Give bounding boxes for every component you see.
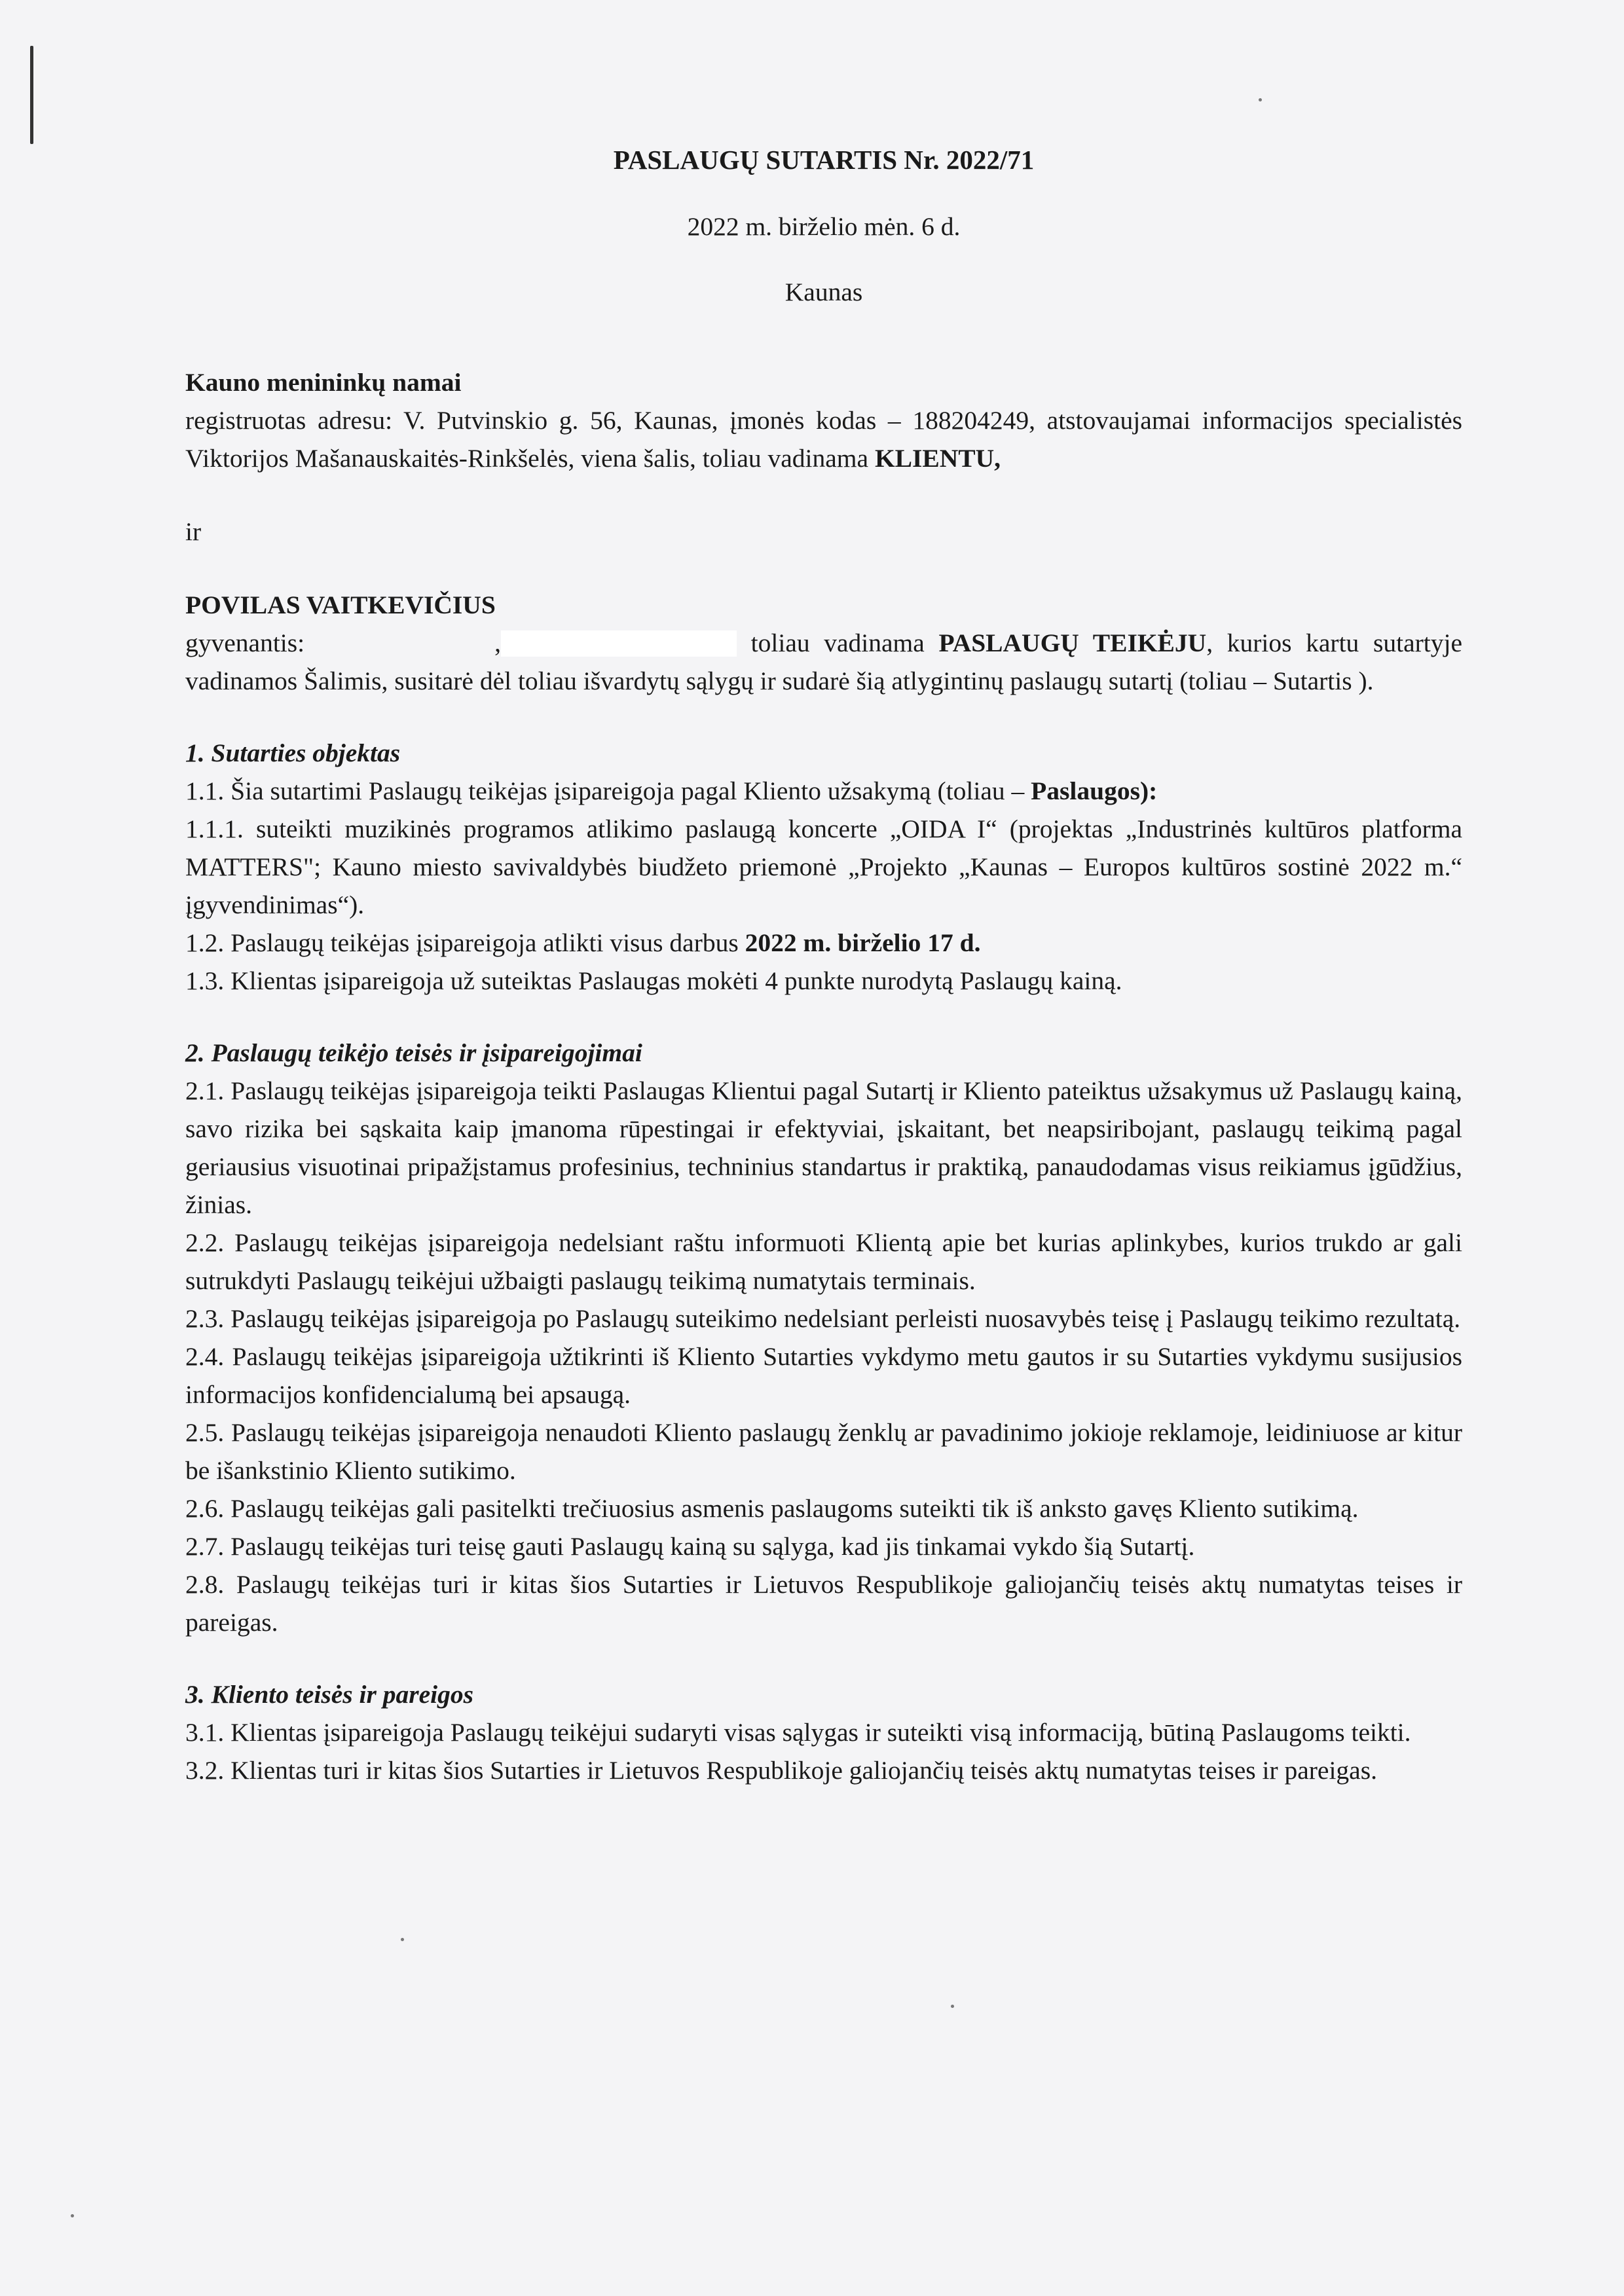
provider-role-label: PASLAUGŲ TEIKĖJU <box>938 629 1207 657</box>
clause-2-3: 2.3. Paslaugų teikėjas įsipareigoja po Paslaugų suteikimo nedelsiant perleisti nuosavybės teisę į Paslaugų teikimo rezultatą. <box>185 1304 1461 1333</box>
client-description-text: registruotas adresu: V. Putvinskio g. 56, Kaunas, įmonės kodas – 188204249, atstovaujamai informacijos specialistės Viktorijos Mašanauskaitės-Rinkšelės, viena šalis, toliau vadinama <box>185 406 1462 473</box>
clause-2-5: 2.5. Paslaugų teikėjas įsipareigoja nenaudoti Kliento paslaugų ženklų ar pavadinimo jokioje reklamoje, leidiniuose ar kitur be išankstinio Kliento sutikimo. <box>185 1418 1462 1485</box>
clause-2-2: 2.2. Paslaugų teikėjas įsipareigoja nedelsiant raštu informuoti Klientą apie bet kurias aplinkybes, kurios trukdo ar gali sutrukdyti Paslaugų teikėjui užbaigti paslaugų teikimą numatytais terminais. <box>185 1228 1462 1295</box>
client-role-label: KLIENTU, <box>874 444 1001 473</box>
document-body <box>185 141 1462 1789</box>
clause-3-2: 3.2. Klientas turi ir kitas šios Sutarties ir Lietuvos Respublikoje galiojančių teisės aktų numatytas teises ir pareigas. <box>185 1756 1377 1785</box>
provider-description <box>185 624 1462 700</box>
client-description <box>185 401 1462 477</box>
client-name: Kauno menininkų namai <box>185 368 462 397</box>
clause-2-6: 2.6. Paslaugų teikėjas gali pasitelkti trečiuosius asmenis paslaugoms suteikti tik iš anksto gavęs Kliento sutikimą. <box>185 1494 1359 1523</box>
provider-text-before-role: toliau vadinama <box>736 629 939 657</box>
clause-2-4: 2.4. Paslaugų teikėjas įsipareigoja užtikrinti iš Kliento Sutarties vykdymo metu gautos ir su Sutarties vykdymu susijusios informacijos konfidencialumą bei apsaugą. <box>185 1342 1462 1409</box>
clause-1-1-text: 1.1. Šia sutartimi Paslaugų teikėjas įsipareigoja pagal Kliento užsakymą (toliau – <box>185 776 1031 805</box>
section-3-heading: 3. Kliento teisės ir pareigos <box>185 1680 473 1709</box>
section-2-heading: 2. Paslaugų teikėjo teisės ir įsipareigojimai <box>185 1038 642 1067</box>
clause-1-1 <box>185 772 1462 810</box>
clause-1-1-1: 1.1.1. suteikti muzikinės programos atlikimo paslaugą koncerte „OIDA I“ (projektas „Industrinės kultūros platforma MATTERS"; Kauno miesto savivaldybės biudžeto priemonė „Projekto „Kaunas – Europos kultūros sostinė 2022 m.“ įgyvendinimas“). <box>185 814 1462 919</box>
scan-speck <box>401 1938 404 1941</box>
scan-speck <box>951 2005 954 2008</box>
section-1-heading: 1. Sutarties objektas <box>185 738 401 767</box>
scan-speck <box>71 2214 74 2217</box>
clause-1-2 <box>185 924 1462 962</box>
provider-text-after-role: , kurios kartu sutartyje vadinamos Šalimis, susitarė dėl toliau išvardytų sąlygų ir sudarė šią atlygintinų paslaugų sutartį (toliau – Sutartis ). <box>185 629 1462 695</box>
document-city: Kaunas <box>784 278 863 306</box>
clause-1-2-text: 1.2. Paslaugų teikėjas įsipareigoja atlikti visus darbus <box>185 928 745 957</box>
clause-2-7: 2.7. Paslaugų teikėjas turi teisę gauti Paslaugų kainą su sąlyga, kad jis tinkamai vykdo šią Sutartį. <box>185 1532 1195 1561</box>
redacted-address <box>501 630 737 657</box>
document-date: 2022 m. birželio mėn. 6 d. <box>687 212 961 241</box>
document-title: PASLAUGŲ SUTARTIS Nr. 2022/71 <box>613 145 1035 175</box>
clause-1-2-date: 2022 m. birželio 17 d. <box>745 928 981 957</box>
provider-name: POVILAS VAITKEVIČIUS <box>185 591 496 619</box>
clause-1-3: 1.3. Klientas įsipareigoja už suteiktas Paslaugas mokėti 4 punkte nurodytą Paslaugų kainą. <box>185 966 1122 995</box>
scan-edge-mark <box>30 46 33 144</box>
clause-2-8: 2.8. Paslaugų teikėjas turi ir kitas šios Sutarties ir Lietuvos Respublikoje galiojančių teisės aktų numatytas teises ir pareigas. <box>185 1570 1462 1637</box>
provider-lives-label: gyvenantis: <box>185 629 305 657</box>
clause-2-1: 2.1. Paslaugų teikėjas įsipareigoja teikti Paslaugas Klientui pagal Sutartį ir Kliento pateiktus užsakymus už Paslaugų kainą, savo rizika bei sąskaita kaip įmanoma rūpestingai ir efektyviai, įskaitant, bet neapsiribojant, paslaugų teikimą pagal geriausius visuotinai pripažįstamus profesinius, techninius standartus ir praktiką, panaudodamas visus reikiamus įgūdžius, žinias. <box>185 1076 1462 1219</box>
connector-word: ir <box>185 517 202 546</box>
provider-comma: , <box>494 629 501 657</box>
clause-3-1: 3.1. Klientas įsipareigoja Paslaugų teikėjui sudaryti visas sąlygas ir suteikti visą informaciją, būtiną Paslaugoms teikti. <box>185 1718 1411 1747</box>
clause-1-1-bold: Paslaugos): <box>1031 776 1158 805</box>
scan-speck <box>1259 98 1262 101</box>
